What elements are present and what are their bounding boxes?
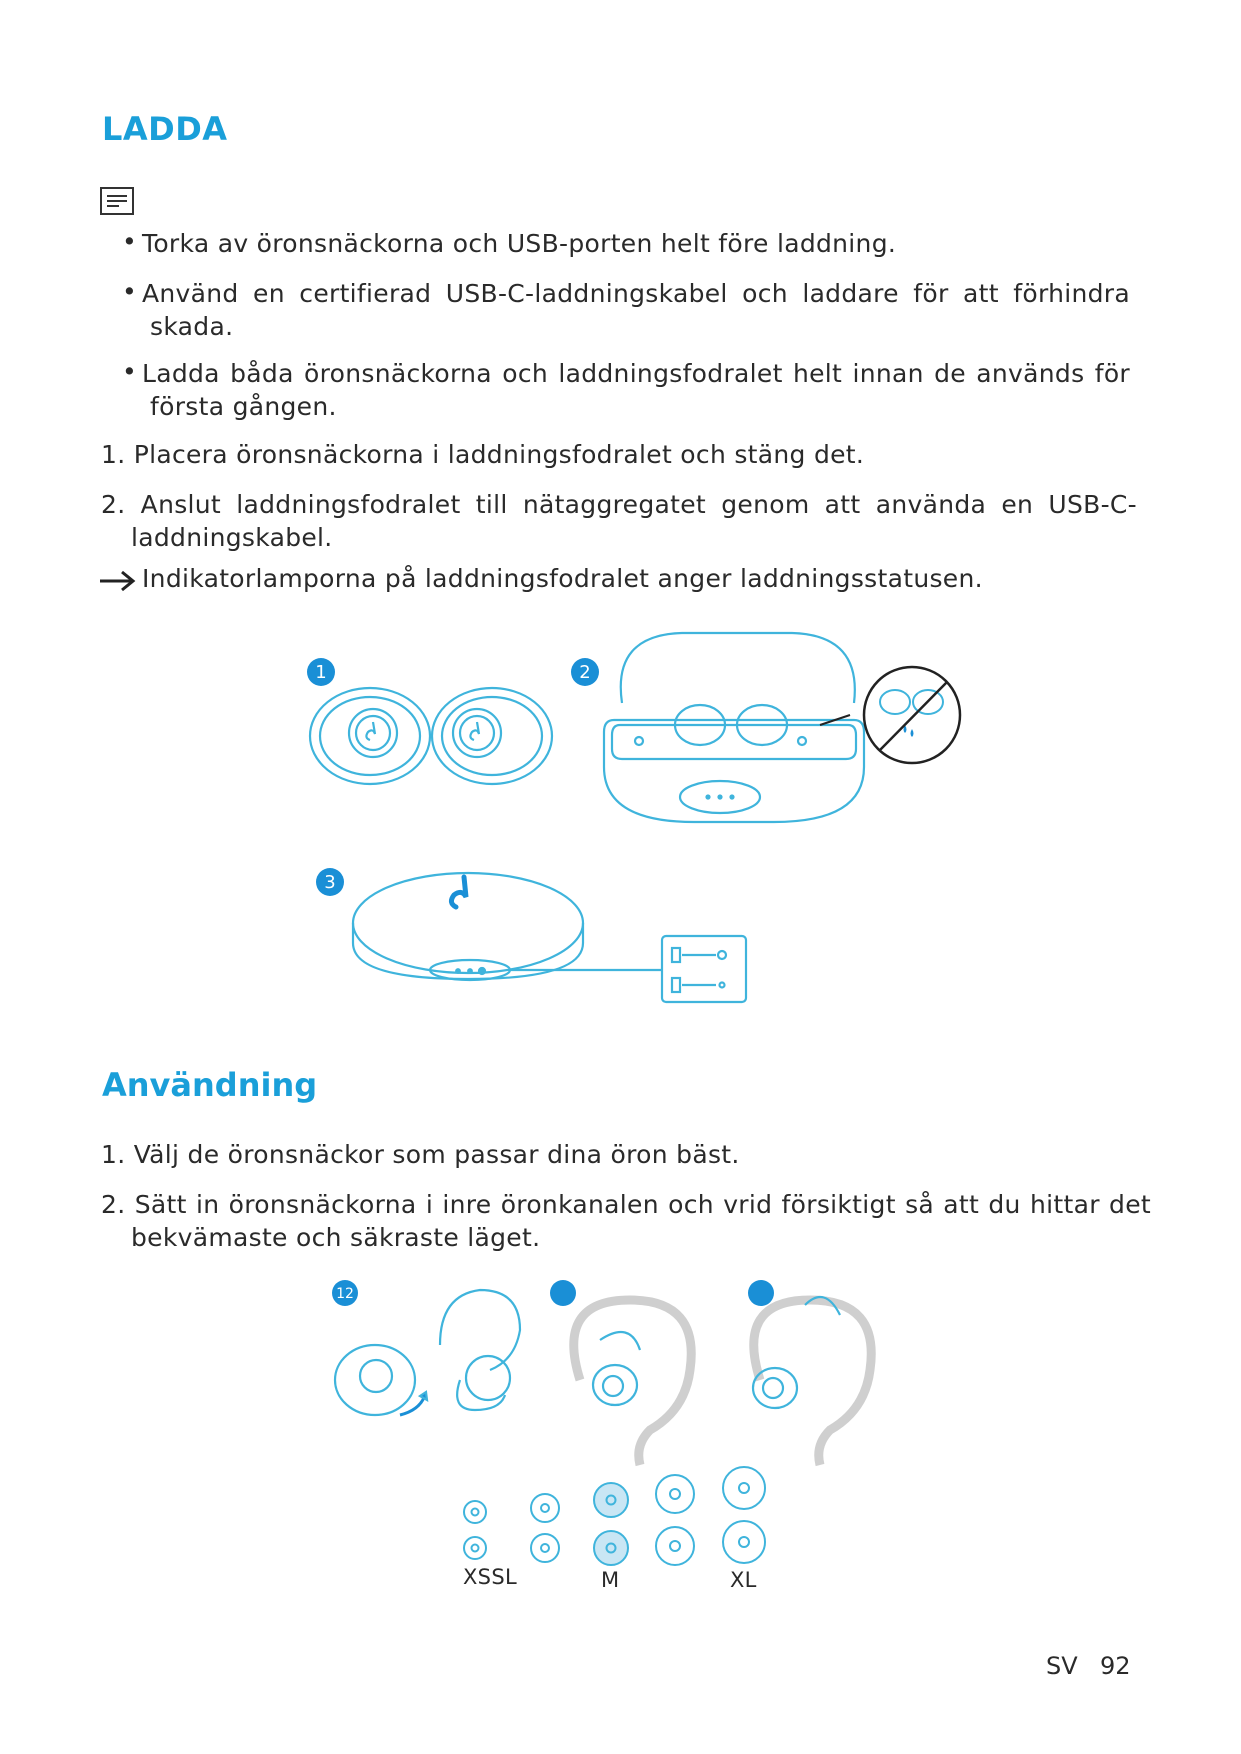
bullet-dot: • xyxy=(122,227,137,256)
page-number: 92 xyxy=(1100,1652,1131,1680)
size-label: M xyxy=(601,1568,620,1592)
svg-text:12: 12 xyxy=(336,1286,354,1302)
note-icon xyxy=(100,187,134,215)
wearing-illustration xyxy=(320,1270,910,1470)
step-badge xyxy=(316,868,344,896)
step-badge xyxy=(332,1280,358,1306)
step-badge xyxy=(748,1280,774,1306)
bullet-dot: • xyxy=(122,277,137,306)
section-title-charge: LADDA xyxy=(102,110,228,148)
open-charging-case xyxy=(604,633,864,822)
step-item: 2. Anslut laddningsfodralet till nätaggregatet genom att använda en USB-C- xyxy=(101,490,1137,519)
ear-rotate xyxy=(753,1297,871,1465)
note-item: Ladda båda öronsnäckorna och laddningsfodralet helt innan de används för xyxy=(142,359,1130,388)
step-badge xyxy=(307,658,335,686)
note-item-continued: första gången. xyxy=(150,392,337,421)
step-badge xyxy=(550,1280,576,1306)
step-item: 1. Placera öronsnäckorna i laddningsfodralet och stäng det. xyxy=(101,440,865,469)
svg-text:2: 2 xyxy=(579,662,591,683)
size-label: XL xyxy=(730,1568,757,1592)
result-text: Indikatorlamporna på laddningsfodralet anger laddningsstatusen. xyxy=(142,564,983,593)
closed-charging-case xyxy=(353,873,746,1002)
arrow-right-icon xyxy=(98,569,136,593)
earbud-rotate xyxy=(335,1290,520,1415)
svg-text:3: 3 xyxy=(324,872,336,893)
no-water-callout xyxy=(820,667,960,763)
charging-illustration xyxy=(300,625,980,1015)
step-item-continued: bekvämaste och säkraste läget. xyxy=(131,1223,541,1252)
ear-insert xyxy=(574,1300,692,1465)
bullet-dot: • xyxy=(122,357,137,386)
earbud-right xyxy=(432,688,552,784)
size-label: XSSL xyxy=(463,1565,517,1589)
step-badge xyxy=(571,658,599,686)
section-title-use: Användning xyxy=(102,1066,318,1104)
step-item: 1. Välj de öronsnäckor som passar dina öron bäst. xyxy=(101,1140,740,1169)
note-item-continued: skada. xyxy=(150,312,234,341)
step-item: 2. Sätt in öronsnäckorna i inre öronkanalen och vrid försiktigt så att du hittar det xyxy=(101,1190,1151,1219)
svg-text:1: 1 xyxy=(315,662,327,683)
ear-tip-sizes xyxy=(455,1460,775,1570)
step-item-continued: laddningskabel. xyxy=(131,523,333,552)
note-item: Torka av öronsnäckorna och USB-porten helt före laddning. xyxy=(142,229,897,258)
earbud-left xyxy=(310,688,430,784)
note-item: Använd en certifierad USB-C-laddningskabel och laddare för att förhindra xyxy=(142,279,1130,308)
footer-language: SV xyxy=(1046,1652,1078,1680)
